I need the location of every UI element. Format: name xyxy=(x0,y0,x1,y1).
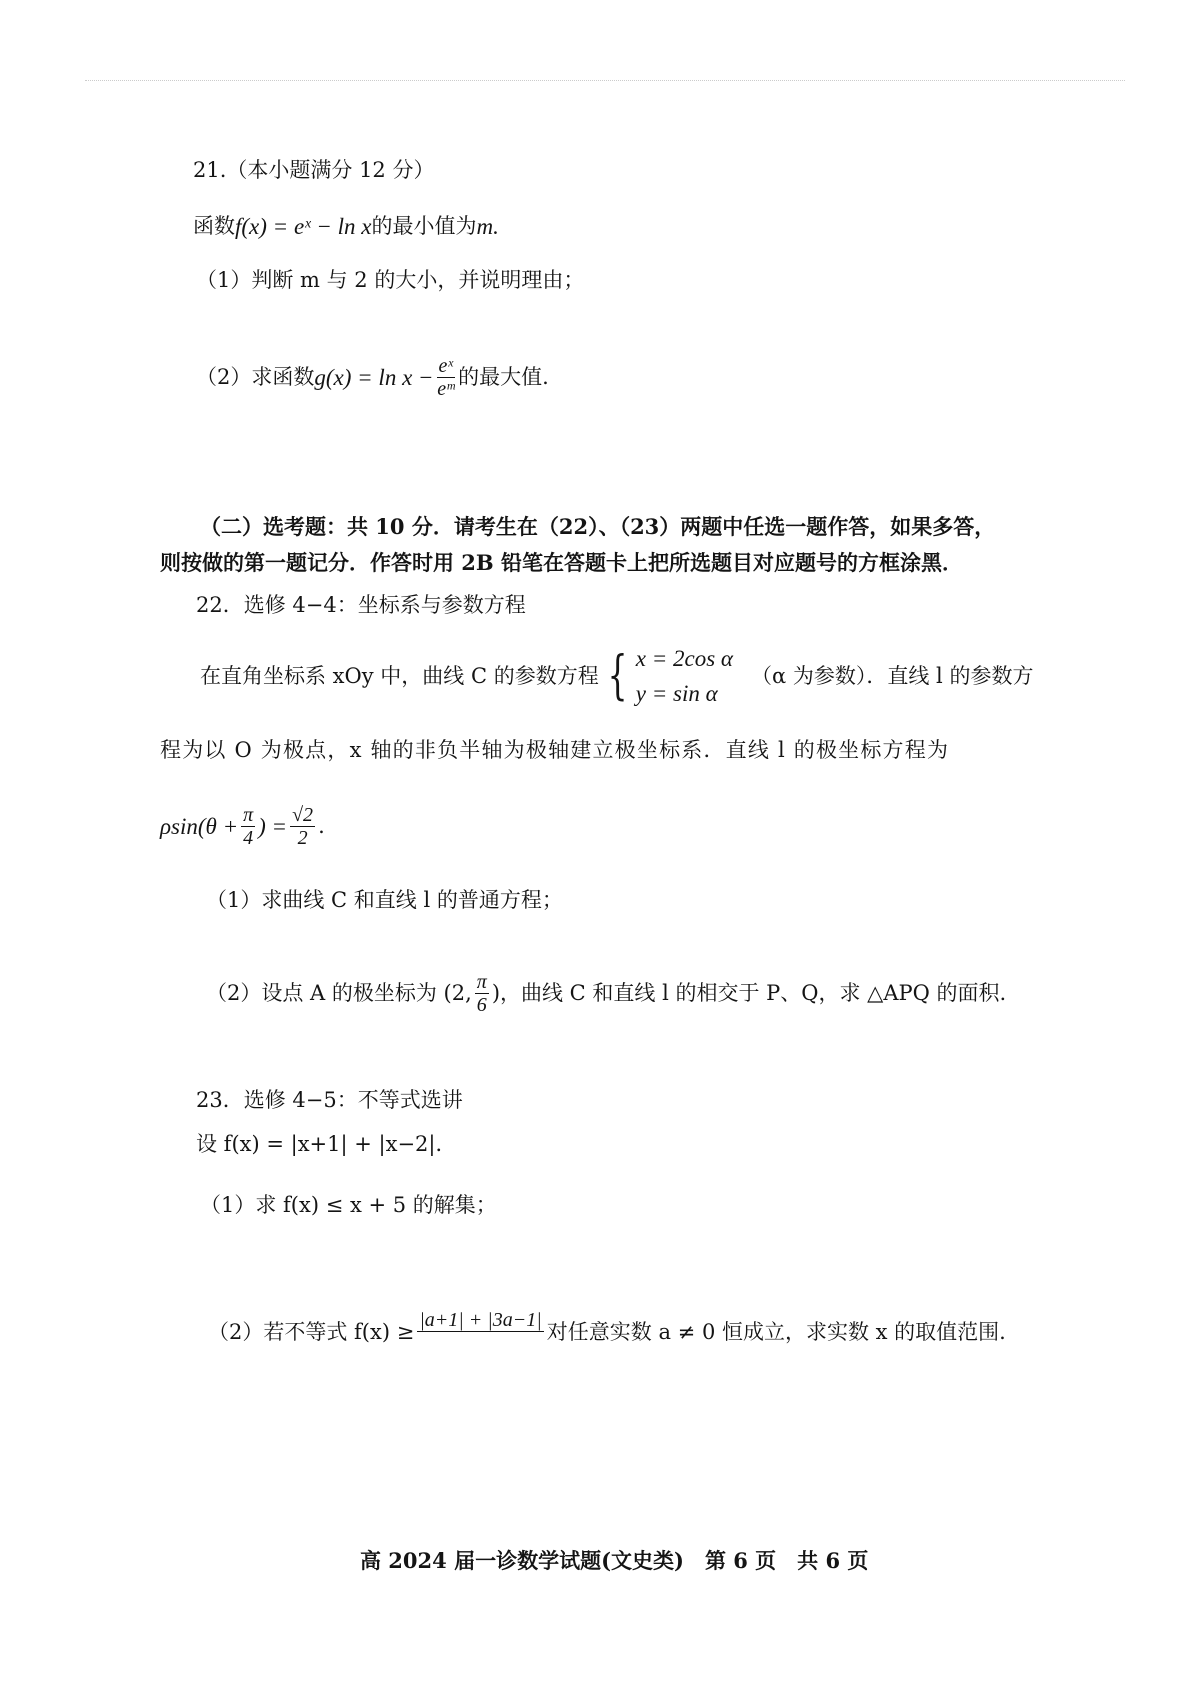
q21-stem-m: m. xyxy=(476,214,499,239)
q22-stem-a: 在直角坐标系 xOy 中，曲线 C 的参数方程 xyxy=(200,663,599,688)
q23-part1: （1）求 f(x) ≤ x + 5 的解集； xyxy=(200,1193,497,1217)
q22-p2-a: （2）设点 A 的极坐标为 (2, xyxy=(206,981,472,1005)
scan-top-line xyxy=(85,80,1125,81)
q22-part2 xyxy=(206,972,1006,1015)
q23-title: 23．选修 4−5：不等式选讲 xyxy=(196,1088,463,1112)
q21-title: 21.（本小题满分 12 分） xyxy=(193,158,435,182)
q21-p2-a: （2）求函数 xyxy=(196,365,315,389)
polar-c: . xyxy=(318,814,325,838)
eq-y: y = sin α xyxy=(635,681,718,706)
polar-den1: 4 xyxy=(243,827,254,849)
q22-part1: （1）求曲线 C 和直线 l 的普通方程； xyxy=(206,888,563,912)
polar-frac1 xyxy=(241,805,255,848)
q21-frac-den: eᵐ xyxy=(437,378,455,400)
q23-stem: 设 f(x) = |x+1| + |x−2|． xyxy=(196,1132,457,1156)
q21-part2 xyxy=(196,356,549,399)
q23-p2-num: |a+1| + |3a−1| xyxy=(419,1309,542,1331)
q21-p2-b: 的最大值. xyxy=(458,365,549,389)
polar-den2: 2 xyxy=(297,827,308,849)
parametric-system xyxy=(636,647,733,705)
q21-p2-math: g(x) = ln x − xyxy=(314,365,434,390)
q21-part1: （1）判断 m 与 2 的大小，并说明理由； xyxy=(196,268,585,292)
q22-p2-frac xyxy=(475,972,489,1015)
q21-stem xyxy=(193,215,499,238)
q21-stem-math: f(x) = eˣ − ln x xyxy=(235,214,372,239)
q22-stem-b: （α 为参数）．直线 l 的参数方 xyxy=(751,663,1034,688)
polar-num2: √2 xyxy=(292,804,314,826)
q21-fraction xyxy=(437,356,456,399)
q21-stem-b: 的最小值为 xyxy=(371,214,477,238)
brace-symbol: { xyxy=(607,646,628,706)
q22-p2-den: 6 xyxy=(476,994,487,1016)
q23-p2-a: （2）若不等式 f(x) ≥ xyxy=(208,1320,415,1344)
q21-frac-num: eˣ xyxy=(438,355,454,377)
polar-b: ) = xyxy=(258,814,288,839)
q23-p2-b: 对任意实数 a ≠ 0 恒成立，求实数 x 的取值范围. xyxy=(546,1320,1006,1344)
page-footer: 高 2024 届一诊数学试题(文史类) 第 6 页 共 6 页 xyxy=(360,1548,869,1573)
q22-p2-b: )，曲线 C 和直线 l 的相交于 P、Q，求 △APQ 的面积. xyxy=(491,981,1007,1005)
q22-title: 22．选修 4−4：坐标系与参数方程 xyxy=(196,593,526,617)
q22-line2: 程为以 O 为极点，x 轴的非负半轴为极轴建立极坐标系．直线 l 的极坐标方程为 xyxy=(160,738,950,762)
eq-x: x = 2cos α xyxy=(635,646,734,671)
polar-a: ρsin(θ + xyxy=(160,814,239,839)
section2-line2: 则按做的第一题记分．作答时用 2B 铅笔在答题卡上把所选题目对应题号的方框涂黑． xyxy=(160,550,963,575)
polar-num1: π xyxy=(243,804,254,826)
q22-stem xyxy=(200,640,1033,712)
q23-p2-frac xyxy=(417,1310,543,1355)
polar-frac2 xyxy=(290,805,315,848)
q22-p2-num: π xyxy=(476,971,487,993)
section2-line1: （二）选考题：共 10 分．请考生在（22）、（23）两题中任选一题作答，如果多答， xyxy=(200,514,996,539)
q21-stem-a: 函数 xyxy=(193,214,235,238)
q22-polar-equation xyxy=(160,805,325,848)
q23-part2 xyxy=(208,1310,1006,1355)
